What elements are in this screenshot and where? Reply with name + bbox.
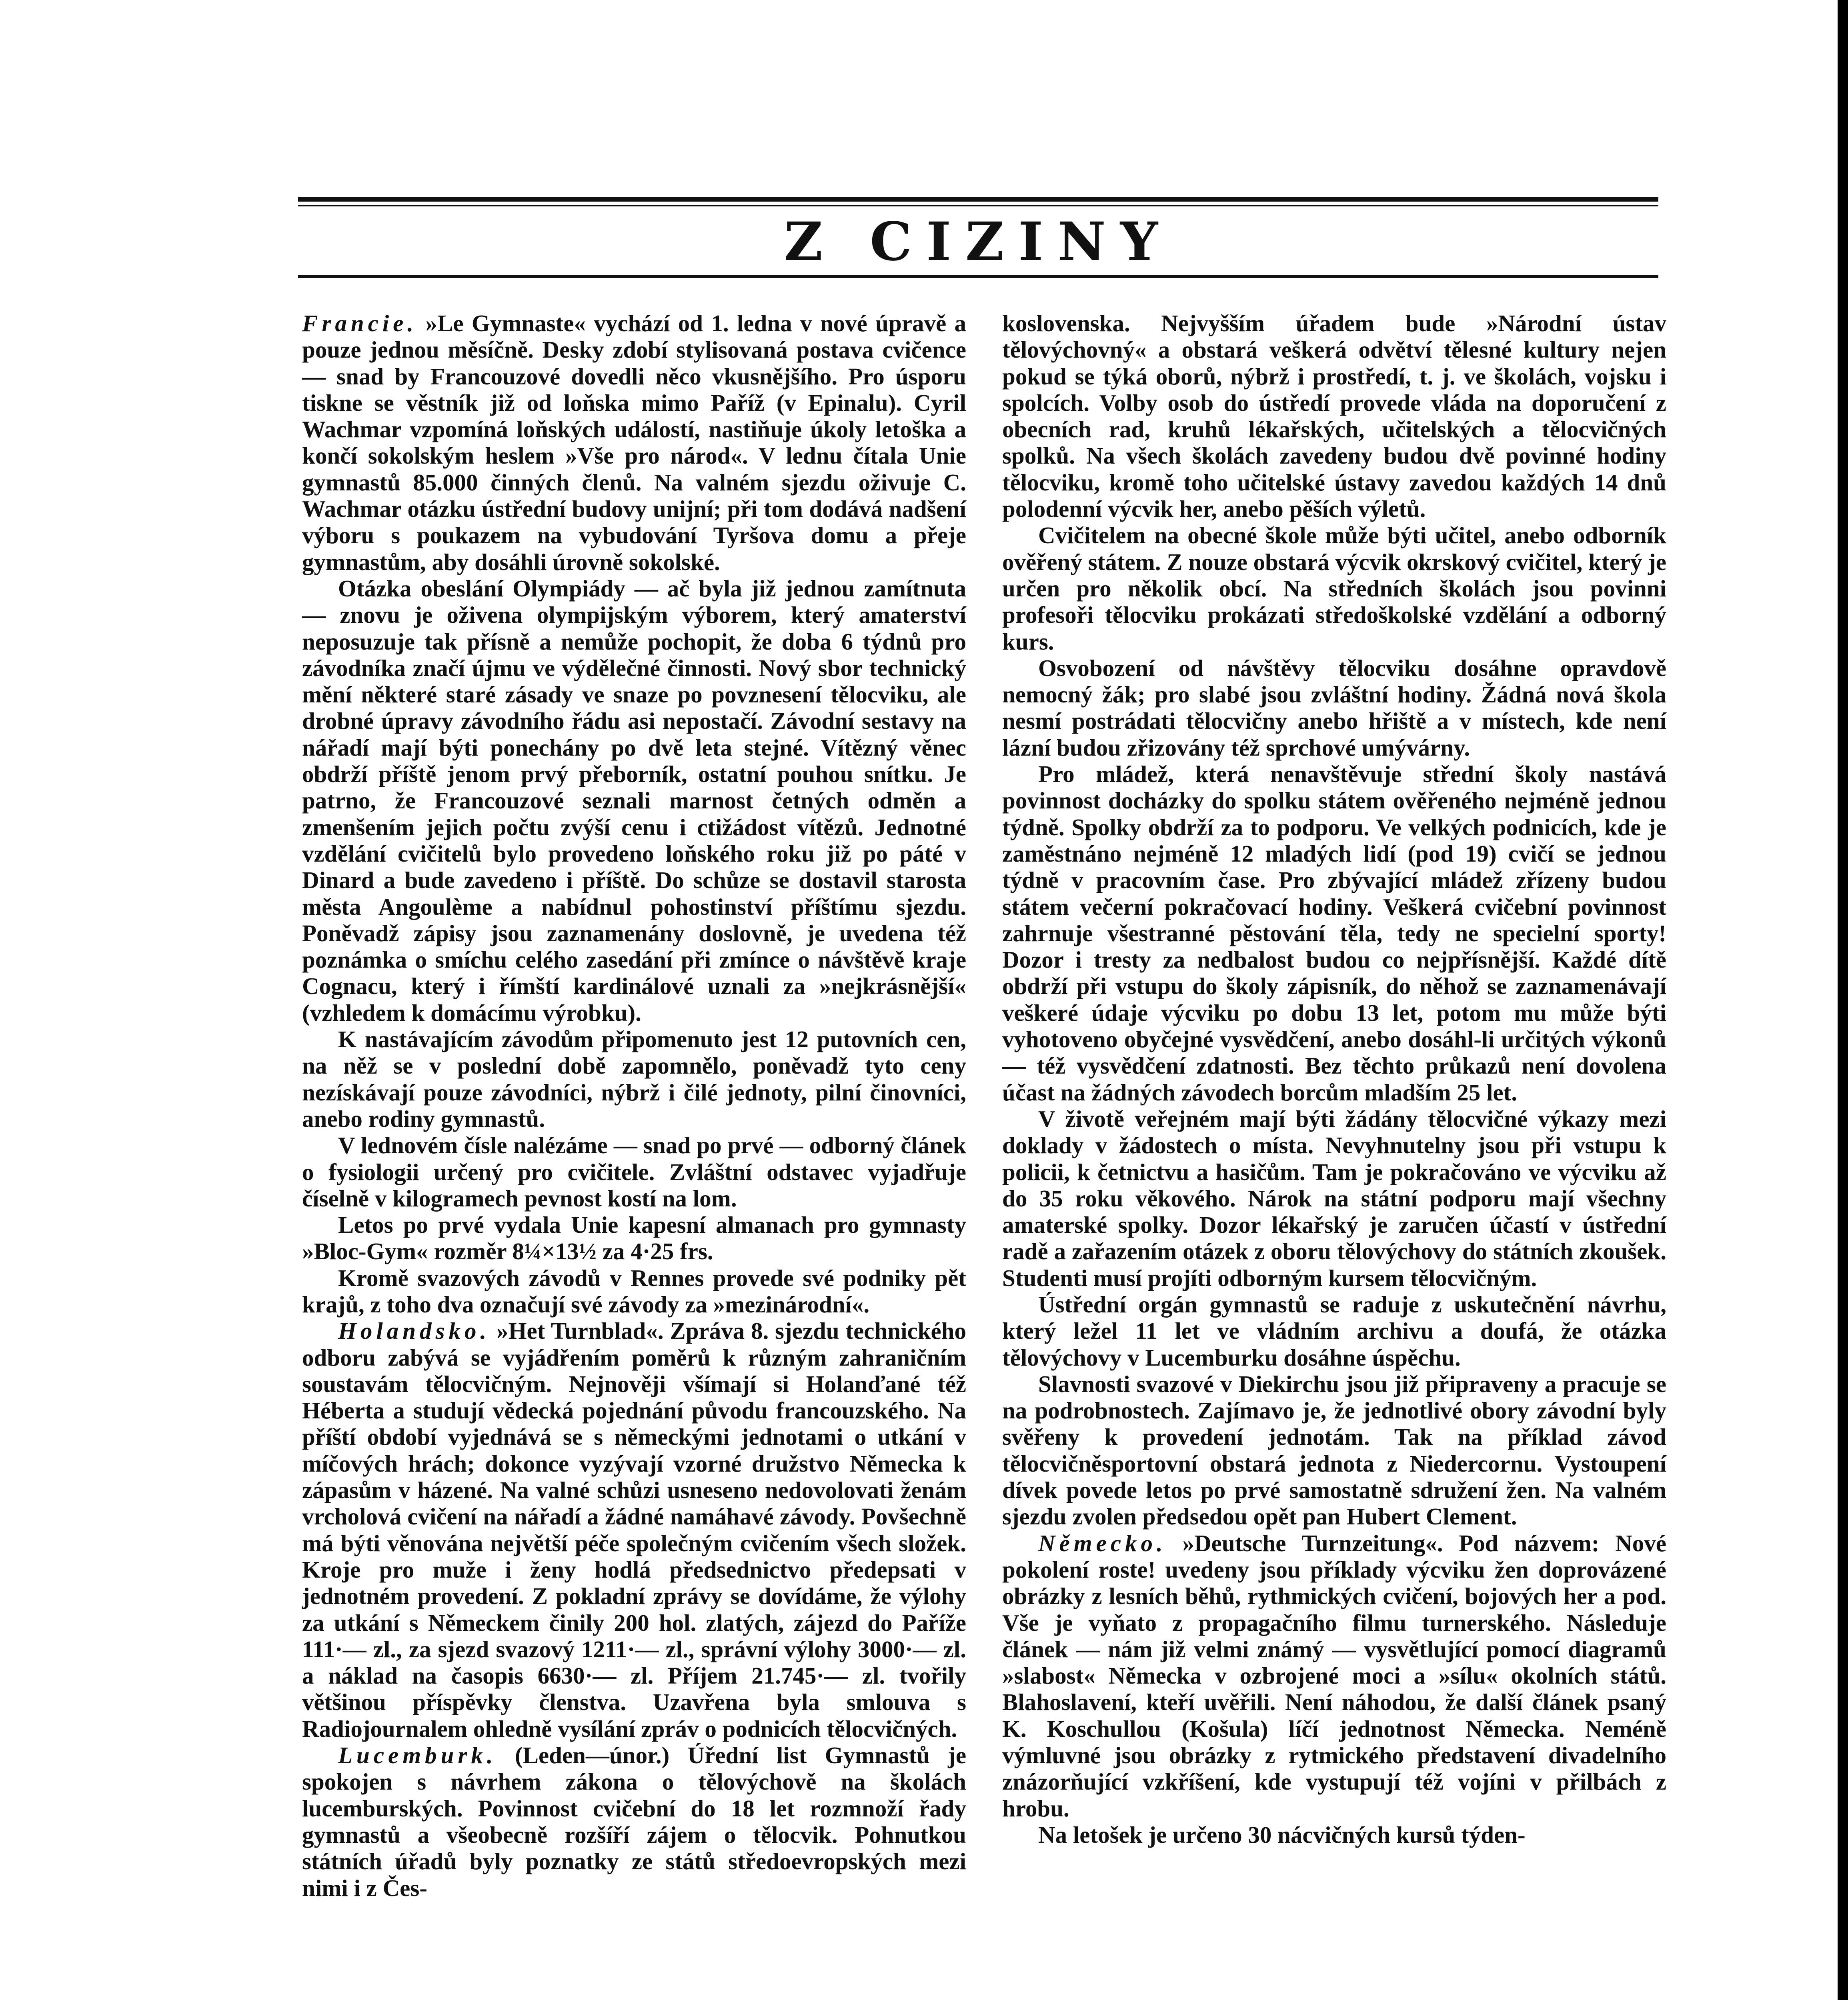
header-rule-top-thin: [298, 205, 1658, 206]
paragraph-text: »Het Turnblad«. Zpráva 8. sjezdu technického odboru zabývá se vyjádřením poměrů k různým zahraničním soustavám tělocvičným. Nejnověji všímají si Holanďané též Héberta a studují vědecká pojednání původu francouzského. Na příští období vyjednává se s německými jednotami o utkání v míčových hrách; dokonce vyzývají vzorné družstvo Německa k zápasům v házené. Na valné schůzi usneseno nedovolovati ženám vrcholová cvičení na nářadí a žádné namáhavé závody. Povšechně má býti věnována největší péče společným cvičením všech složek. Kroje pro muže i ženy hodlá předsednictvo předepsati v jednotném provedení. Z pokladní zprávy se dovídáme, že výlohy za utkání s Německem činily 200 hol. zlatých, zájezd do Paříže 111·— zl., za sjezd svazový 1211·— zl., správní výlohy 3000·— zl. a náklad na časopis 6630·— zl. Příjem 21.745·— zl. tvořily většinou příspěvky členstva. Uzavřena byla smlouva s Radiojournalem ohledně vysílání zpráv o podnicích tělocvičných.: [302, 1318, 966, 1742]
country-heading: Holandsko.: [338, 1318, 491, 1344]
paragraph: Ústřední orgán gymnastů se raduje z uskutečnění návrhu, který ležel 11 let ve vládním archivu a doufá, že otázka tělovýchovy v Lucemburku dosáhne úspěchu.: [1002, 1291, 1666, 1371]
paragraph-text: »Le Gymnaste« vychází od 1. ledna v nové úpravě a pouze jednou měsíčně. Desky zdobí stylisovaná postava cvičence — snad by Francouzové dovedli něco vkusnějšího. Pro úsporu tiskne se věstník již od loňska mimo Paříž (v Epinalu). Cyril Wachmar vzpomíná loňských událostí, nastiňuje úkoly letoška a končí sokolským heslem »Vše pro národ«. V lednu čítala Unie gymnastů 85.000 činných členů. Na valném sjezdu oživuje C. Wachmar otázku ústřední budovy unijní; při tom dodává nadšení výboru s poukazem na vybudování Tyršova domu a přeje gymnastům, aby dosáhli úrovně sokolské.: [302, 310, 967, 575]
left-column: [302, 310, 966, 2000]
section-title: Z CIZINY: [784, 211, 1173, 273]
country-heading: Francie.: [302, 310, 418, 336]
right-column: [1002, 310, 1666, 2000]
paragraph: Na letošek je určeno 30 nácvičných kursů týden-: [1038, 1821, 1526, 1848]
paragraph: [1002, 1530, 1666, 1822]
paragraph: Otázka obeslání Olympiády — ač byla již jednou zamítnuta — znovu je oživena olympijským výborem, který amaterství neposuzuje tak přísně a nemůže pochopit, že doba 6 týdnů pro závodníka značí újmu ve výdělečné činnosti. Nový sbor technický mění některé staré zásady ve snaze po povznesení tělocviku, ale drobné úpravy závodního řádu asi nepostačí. Závodní sestavy na nářadí mají býti ponechány po dvě leta stejné. Vítězný věnec obdrží příště jenom prvý přeborník, ostatní pouhou snítku. Je patrno, že Francouzové seznali marnost četných odměn a zmenšením jejich počtu zvýší cenu i ctižádost vítězů. Jednotné vzdělání cvičitelů bylo provedeno loňského roku již po páté v Dinard a bude zavedeno i příště. Do schůze se dostavil starosta města Angoulème a nabídnul pohostinství příštímu sjezdu. Poněvadž zápisy jsou zaznamenány doslovně, je uvedena též poznámka o smíchu celého zasedání při zmínce o návštěvě kraje Cognacu, který i římští kardinálové uznali za »nejkrásnější« (vzhledem k domácímu výrobku).: [302, 575, 966, 1026]
paragraph: [302, 1742, 966, 1901]
paragraph: [302, 1318, 966, 1742]
paragraph: K nastávajícím závodům připomenuto jest 12 putovních cen, na něž se v poslední době zapomnělo, poněvadž tyto ceny nezískávají pouze závodníci, nýbrž i čilé jednoty, pilní činovníci, anebo rodiny gymnastů.: [302, 1026, 966, 1132]
header-rule-top: [298, 197, 1658, 202]
paragraph-text: »Deutsche Turnzeitung«. Pod názvem: Nové pokolení roste! uvedeny jsou příklady výcviku žen doprovázené obrázky z lesních běhů, rythmických cvičení, bojových her a pod. Vše je vyňato z propagačního filmu turnerského. Následuje článek — nám již velmi známý — vysvětlující pomocí diagramů »slabost« Německa v ozbrojené moci a »sílu« okolních států. Blahoslavení, kteří uvěřili. Není náhodou, že další článek psaný K. Koschullou (Košula) líčí jednotnost Německa. Neméně výmluvné jsou obrázky z rytmického představení divadelního znázorňující vzkříšení, kde vystupují též vojíni v přilbách z hrobu.: [1002, 1530, 1666, 1822]
paragraph-text: (Leden—únor.) Úřední list Gymnastů je spokojen s návrhem zákona o tělovýchově na školách lucemburských. Povinnost cvičební do 18 let rozmnoží řady gymnastů a všeobecně rozšíří zájem o tělocvik. Pohnutkou státních úřadů byly poznatky ze států středoevropských mezi nimi i z Čes-: [302, 1742, 967, 1901]
paragraph: Slavnosti svazové v Diekirchu jsou již připraveny a pracuje se na podrobnostech. Zajímavo je, že jednotlivé obory závodní byly svěřeny k provedení jednotám. Tak na příklad závod tělocvičněsportovní obstará jednota z Niedercornu. Vystoupení dívek povede letos po prvé samostatně sdružení žen. Na valném sjezdu zvolen předsedou opět pan Hubert Clement.: [1002, 1370, 1666, 1530]
paragraph: [302, 310, 966, 575]
country-heading: Lucemburk.: [338, 1742, 497, 1769]
paragraph: Osvobození od návštěvy tělocviku dosáhne opravdově nemocný žák; pro slabé jsou zvláštní hodiny. Žádná nová škola nesmí postrádati tělocvičny anebo hřiště a v místech, kde není lázní budou zřizovány též sprchové umývárny.: [1002, 654, 1666, 761]
paragraph: V lednovém čísle nalézáme — snad po prvé — odborný článek o fysiologii určený pro cvičitele. Zvláštní odstavec vyjadřuje číselně v kilogramech pevnost kostí na lom.: [302, 1132, 966, 1212]
paragraph: V životě veřejném mají býti žádány tělocvičné výkazy mezi doklady v žádostech o místa. Nevyhnutelny jsou při vstupu k policii, k četnictvu a hasičům. Tam je pokračováno ve výcviku až do 35 roku věkového. Nárok na státní podporu mají všechny amaterské spolky. Dozor lékařský je zaručen účastí v ústřední radě a zařazením otázek z oboru tělovýchovy do státních zkoušek. Studenti musí projíti odborným kursem tělocvičným.: [1002, 1105, 1666, 1291]
paragraph: Cvičitelem na obecné škole může býti učitel, anebo odborník ověřený státem. Z nouze obstará výcvik okrskový cvičitel, který je určen pro několik obcí. Na středních školách jsou povinni profesoři tělocviku prokázati středoškolské vzdělání a odborný kurs.: [1002, 522, 1666, 655]
header-rule-bottom: [298, 275, 1658, 278]
paragraph: koslovenska. Nejvyšším úřadem bude »Národní ústav tělovýchovný« a obstará veškerá odvětví tělesné kultury nejen pokud se týká oborů, nýbrž i prostředí, t. j. ve školách, vojsku i spolcích. Volby osob do ústředí provede vláda na doporučení z obecních rad, kruhů lékařských, učitelských a tělocvičných spolků. Na všech školách zavedeny budou dvě povinné hodiny tělocviku, kromě toho učitelské ústavy zavedou každých 14 dnů polodenní výcvik her, anebo pěších výletů.: [1002, 310, 1666, 522]
paragraph: Pro mládež, která nenavštěvuje střední školy nastává povinnost docházky do spolku státem ověřeného nejméně jednou týdně. Spolky obdrží za to podporu. Ve velkých podnicích, kde je zaměstnáno nejméně 12 mladých lidí (pod 19) cvičí se jednou týdně v pracovním čase. Pro zbývající mládež zřízeny budou státem večerní pokračovací hodiny. Veškerá cvičební povinnost zahrnuje všestranné pěstování těla, tedy ne specielní sporty! Dozor i tresty za nedbalost budou co nejpřísnější. Každé dítě obdrží při vstupu do školy zápisník, do něhož se zaznamenávají veškeré údaje výcviku po dobu 13 let, potom mu může býti vyhotoveno obyčejné vysvědčení, anebo dosáhl-li určitých výkonů — též vysvědčení zdatnosti. Bez těchto průkazů není dovolena účast na žádných závodech borcům mladším 25 let.: [1002, 761, 1666, 1106]
paragraph: Kromě svazových závodů v Rennes provede své podniky pět krajů, z toho dva označují své závody za »mezinárodní«.: [302, 1264, 966, 1318]
scan-border-right: [1838, 0, 1848, 2000]
paragraph: Letos po prvé vydala Unie kapesní almanach pro gymnasty »Bloc-Gym« rozměr 8¼×13½ za 4·25 frs.: [302, 1212, 966, 1265]
country-heading: Německo.: [1038, 1530, 1167, 1556]
